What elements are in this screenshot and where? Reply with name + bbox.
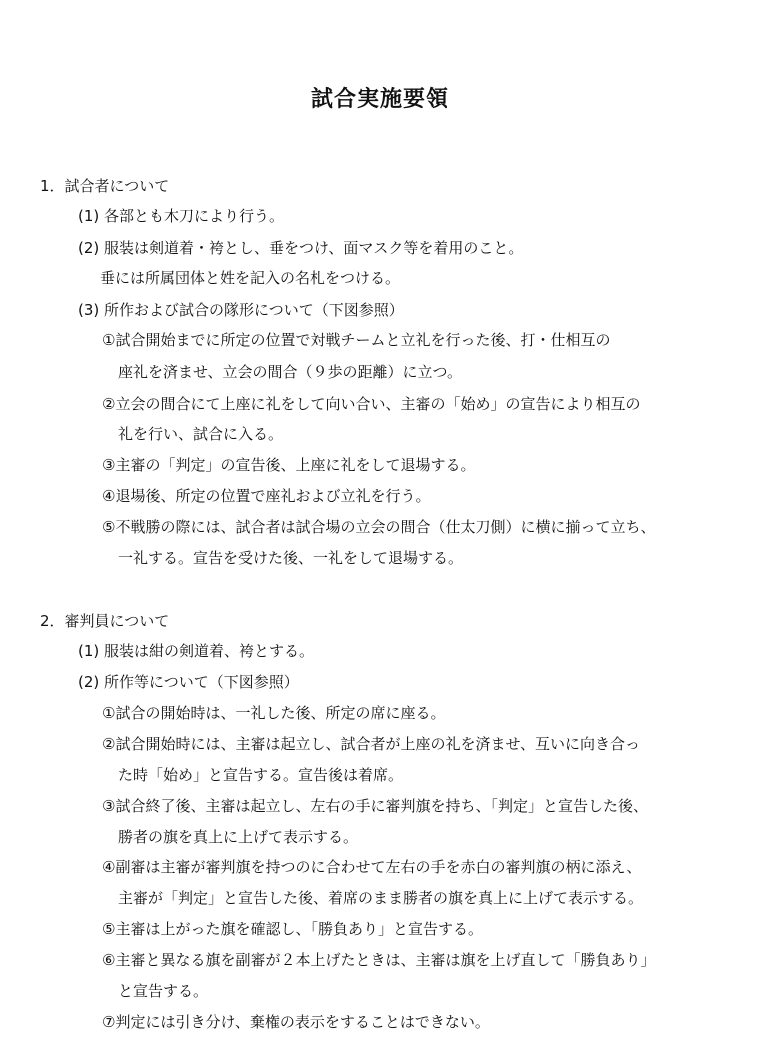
item-2-1: (1) 服装は紺の剣道着、袴とする。: [78, 642, 315, 660]
item-2-2-7: ⑦判定には引き分け、棄権の表示をすることはできない。: [102, 1013, 490, 1031]
item-1-3-1: ①試合開始までに所定の位置で対戦チームと立礼を行った後、打・仕相互の: [102, 331, 611, 349]
item-1-3: (3) 所作および試合の隊形について（下図参照）: [78, 301, 404, 319]
item-2-2-6: ⑥主審と異なる旗を副審が２本上げたときは、主審は旗を上げ直して「勝負あり」: [102, 951, 656, 969]
item-1-1: (1) 各部とも木刀により行う。: [78, 207, 285, 225]
item-1-2: (2) 服装は剣道着・袴とし、垂をつけ、面マスク等を着用のこと。: [78, 239, 524, 257]
item-2-2-6-cont: と宣告する。: [118, 982, 209, 1000]
item-1-3-1-cont: 座礼を済ませ、立会の間合（９歩の距離）に立つ。: [118, 363, 462, 381]
item-2-2-5: ⑤主審は上がった旗を確認し、「勝負あり」と宣告する。: [102, 920, 483, 938]
item-2-2-3: ③試合終了後、主審は起立し、左右の手に審判旗を持ち、「判定」と宣告した後、: [102, 797, 648, 815]
section-heading-competitors: 1．試合者について: [40, 177, 170, 195]
item-2-2: (2) 所作等について（下図参照）: [78, 673, 299, 691]
item-2-2-1: ①試合の開始時は、一礼した後、所定の席に座る。: [102, 704, 446, 722]
item-2-2-2-cont: た時「始め」と宣告する。宣告後は着席。: [118, 766, 404, 784]
section-heading-referees: 2．審判員について: [40, 612, 170, 630]
item-1-2-cont: 垂には所属団体と姓を記入の名札をつける。: [100, 269, 401, 287]
item-1-3-5-cont: 一礼する。宣告を受けた後、一礼をして退場する。: [118, 549, 464, 567]
item-1-3-5: ⑤不戦勝の際には、試合者は試合場の立会の間合（仕太刀側）に横に揃って立ち、: [102, 518, 656, 536]
item-1-3-2: ②立会の間合にて上座に礼をして向い合い、主審の「始め」の宣告により相互の: [102, 395, 641, 413]
item-1-3-4: ④退場後、所定の位置で座礼および立礼を行う。: [102, 487, 431, 505]
item-2-2-2: ②試合開始時には、主審は起立し、試合者が上座の礼を済ませ、互いに向き合っ: [102, 735, 641, 753]
item-1-3-3: ③主審の「判定」の宣告後、上座に礼をして退場する。: [102, 456, 476, 474]
item-2-2-4: ④副審は主審が審判旗を持つのに合わせて左右の手を赤白の審判旗の柄に添え、: [102, 858, 642, 876]
item-1-3-2-cont: 礼を行い、試合に入る。: [118, 425, 284, 443]
document-title: 試合実施要領: [310, 87, 449, 112]
item-2-2-4-cont: 主審が「判定」と宣告した後、着席のまま勝者の旗を真上に上げて表示する。: [118, 889, 644, 907]
item-2-2-3-cont: 勝者の旗を真上に上げて表示する。: [118, 828, 359, 846]
